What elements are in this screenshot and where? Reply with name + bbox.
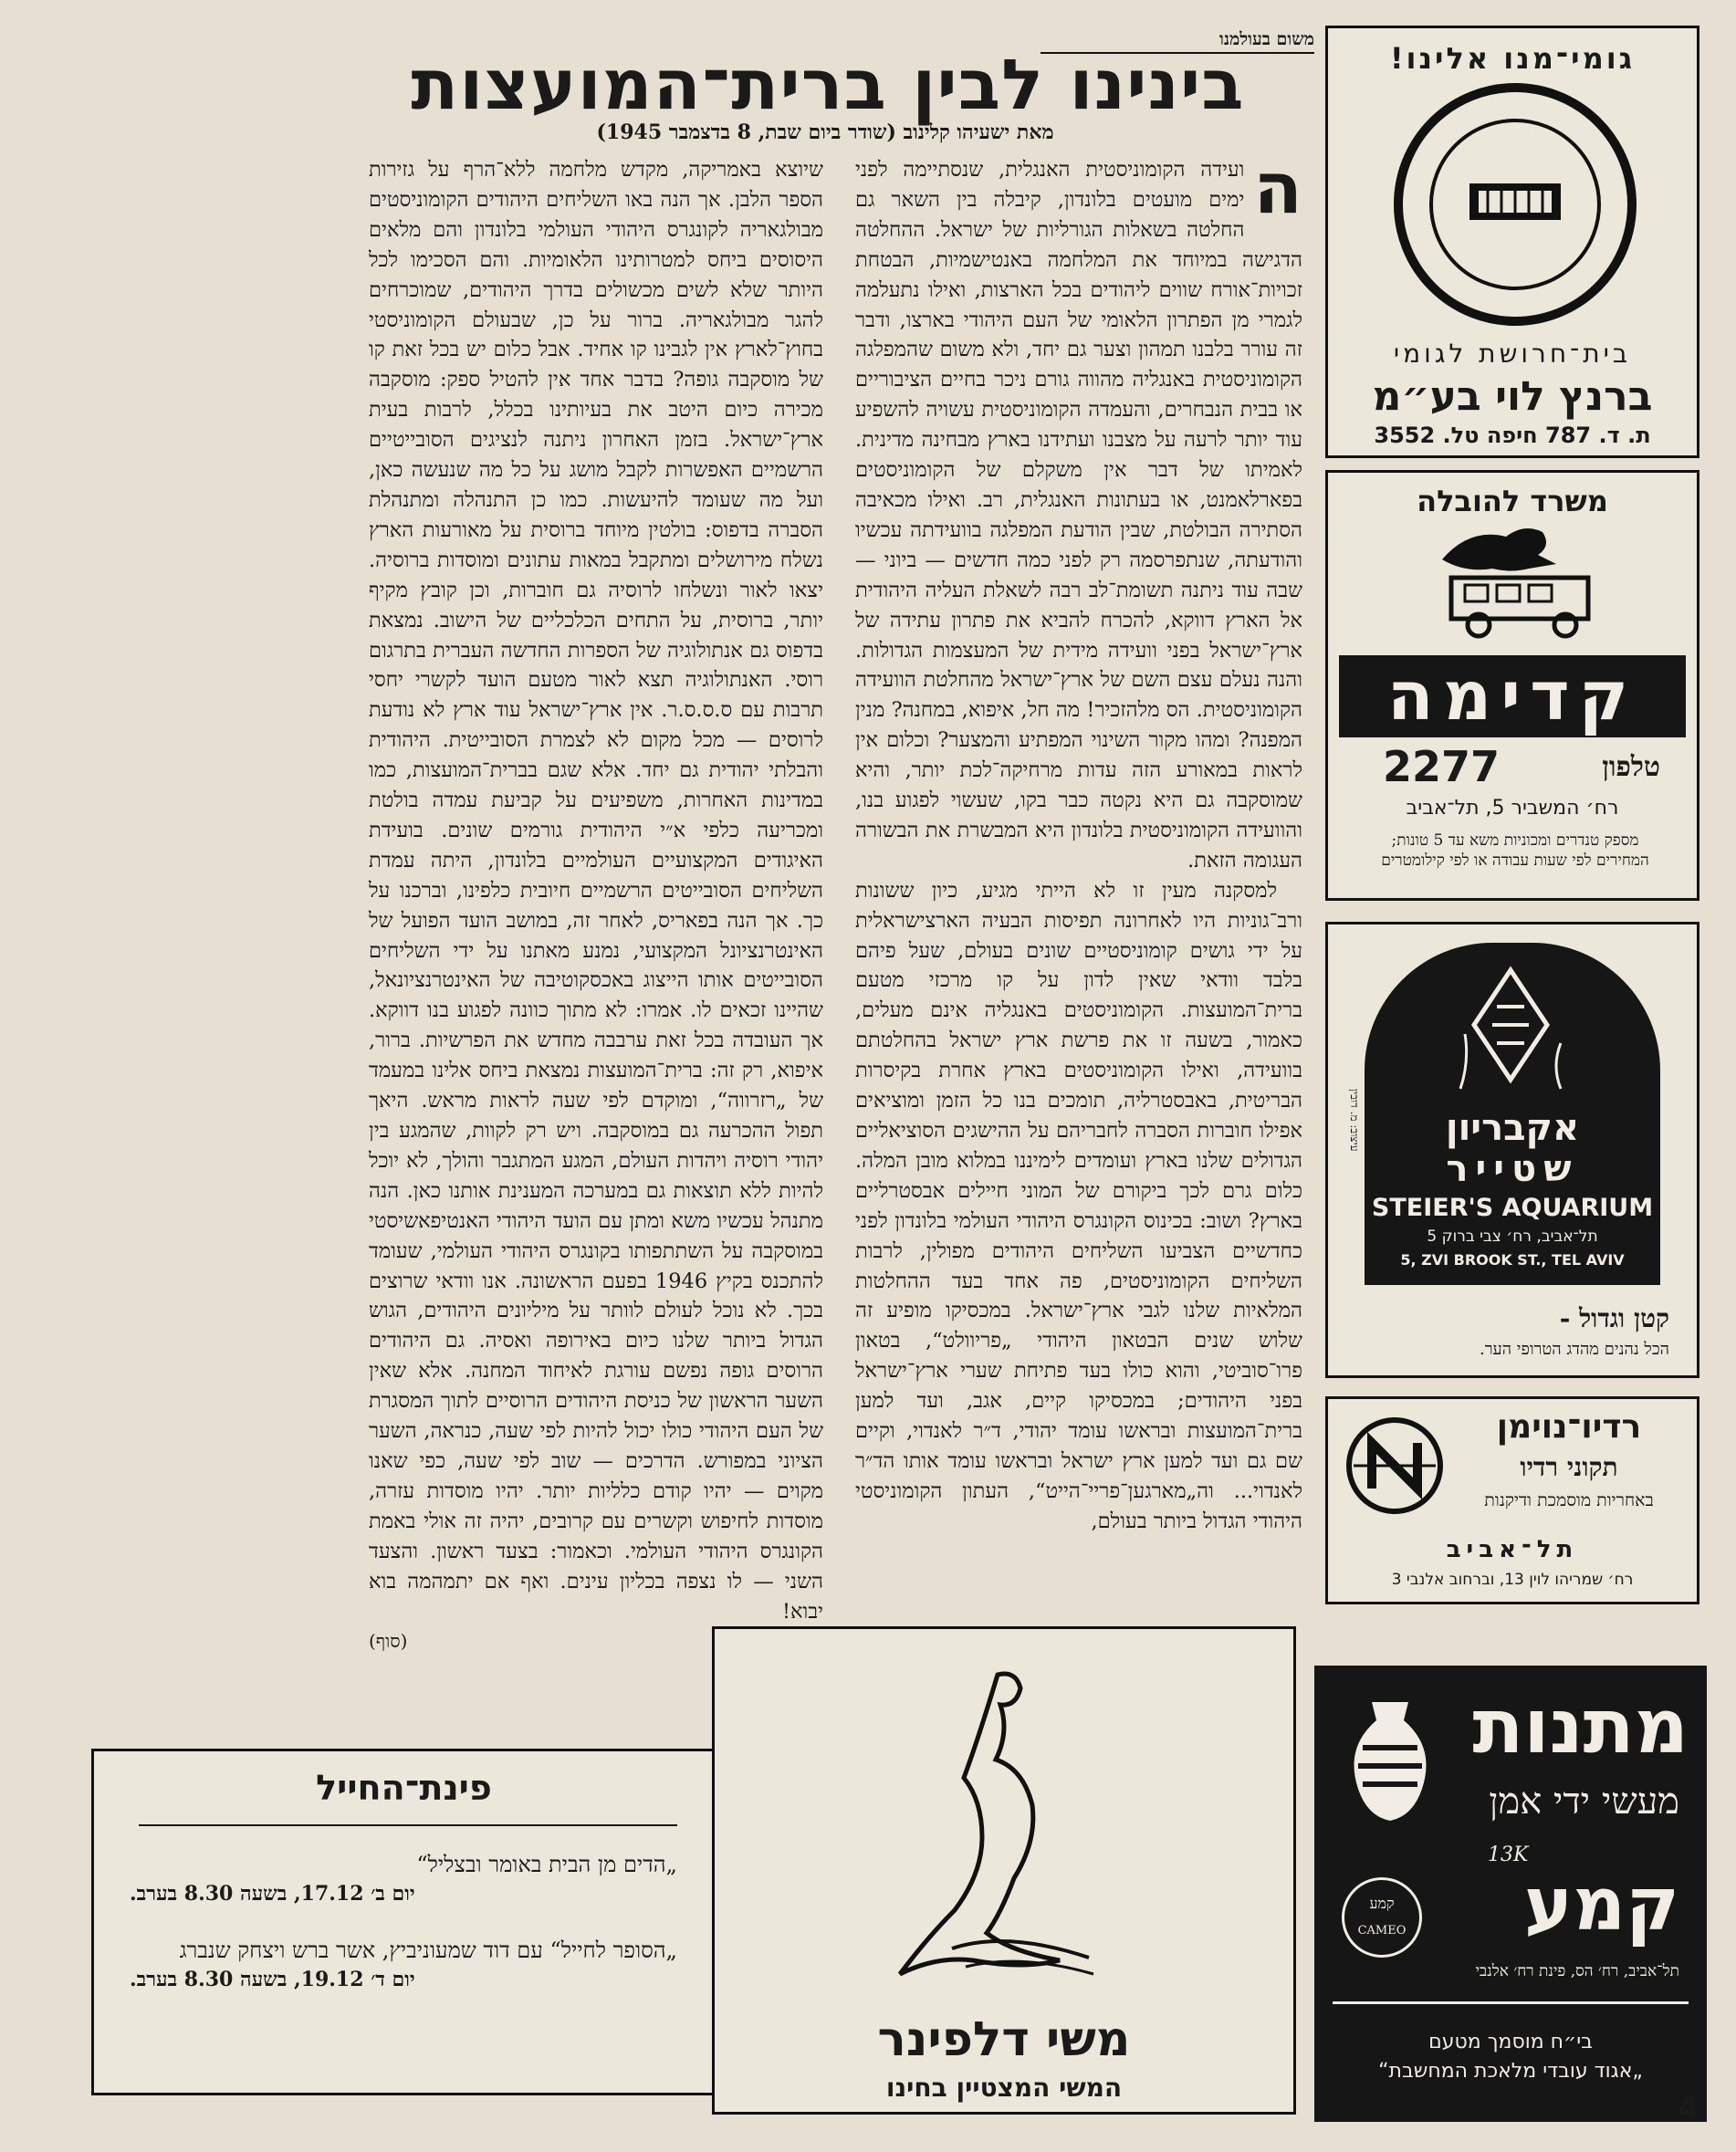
radio-city: תל־אביב — [1446, 1536, 1579, 1563]
radio-address: רח׳ שמריהו לוין 13, וברחוב אלנבי 3 — [1391, 1571, 1634, 1589]
drop-cap: ה — [1253, 148, 1302, 230]
matanot-address: תל־אביב, רח׳ הס, פינת רח׳ אלנבי — [1475, 1962, 1679, 1980]
soldier-corner-box — [91, 1749, 716, 2095]
dolphin-silk-ad — [712, 1626, 1296, 2115]
phone-label: טלפון — [1602, 751, 1660, 783]
matanot-footer-1: בי״ח מוסמך מטעם — [1428, 2031, 1593, 2053]
article-paragraph: ה ועידה הקומוניסטית האנגלית, שנסתיימה לפני ימים מועטים בלונדון, קיבלה בין השאר גם החלטה בשאלות הגורליות של ישראל. ההחלטה הדגישה במיוחד את המלחמה באנטישמיות, הבטחת זכויות־אורח שווים ליהודים בכל הארצות, ואילו נתעלמה לגמרי מן הפתרון הלאומי של העם היהודי בארצו, ודבר זה עורר בלבנו תמהון וצער גם יחד, ולא משום שהמפלגה הקומוניסטית באנגליה מהווה גורם ניכר בחיים הציבוריים או בבית הנבחרים, והעמדה הקומוניסטית עשויה להשפיע עוד יותר לרעה על מצבנו ועתידנו בארץ מבחינה מדינית. לאמיתו של דבר אין משקלם של הקומוניסטים בפארלאמנט, או בעתונות האנגלית, רב. ואילו מכאיבה הסתירה הבולטת, שבין הודעת המפלגה בוועידתה עכשיו והודעתה, שנתפרסמה רק לפני כמה חדשים — ביוני — שבה עוד ניתנה תשומת־לב רבה לשאלת העליה היהודית אל הארץ דווקא, להכרח להביא את פתרון עתידה של ארץ־ישראל בפני וועידה מידית של המעצמות הגדולות. והנה נעלם עצם השם של ארץ־ישראל מהחלטת הוועידה הקומוניסטית. הס מלהזכיר! מה חל, איפוא, במחנה? מנין המפנה? ומהו מקור השינוי המפתיע והמצער? וכלום אין לראות במאורע הזה עדות מרחיקה־לכת יותר, והיא שמוסקבה גם היא נקטה כבר בקו, שעשוי לפגוע בנו, והוועידה הקומוניסטית בלונדון היא המבשרת את הבשורה העגומה הזאת. — [855, 148, 1302, 872]
aquarium-panel — [1365, 943, 1660, 1285]
kadima-address: רח׳ המשביר 5, תל־אביב — [1406, 797, 1619, 820]
program-title: „הדים מן הבית באומר ובצליל“ — [416, 1852, 677, 1877]
kadima-moving-ad — [1325, 470, 1699, 901]
gumi-company: ברנץ לוי בע״מ — [1372, 373, 1653, 420]
kameo-name: קמע — [1523, 1862, 1679, 1947]
aquarium-eng-address: 5, ZVI BROOK ST., TEL AVIV — [1400, 1251, 1625, 1269]
lion-truck-icon — [1415, 523, 1616, 642]
aquarium-tagline: קטן וגדול - — [1559, 1303, 1669, 1333]
divider — [1333, 2001, 1689, 2004]
silk-drape-illustration — [842, 1666, 1171, 2003]
fish-icon — [1442, 961, 1579, 1098]
aquarium-ad — [1325, 922, 1699, 1378]
rubber-factory-ad — [1325, 26, 1699, 458]
program-date: יום ב׳ 17.12, בשעה 8.30 בערב. — [130, 1882, 415, 1906]
designer-credit: עיצוב: מ. דובין — [1348, 1089, 1361, 1152]
dolphin-slogan: המשי המצטיין בחינו — [885, 2073, 1123, 2103]
article-paragraph: שיוצא באמריקה, מקדש מלחמה ללא־הרף על גזירות הספר הלבן. אך הנה באו השליחים היהודים הקומוניסטים מבולגאריה לקונגרס היהודי העולמי בלונדון והם מלאים היסוסים ביחס למטרותינו הלאומיות. והם הסכימו לכל היותר שלא לשים מכשולים בדרך היהודים, שמוכרחים להגר מבולגאריה. ברור על כן, שבעולם הקומוניסטי בחוץ־לארץ אין לגבינו קו אחיד. אבל כלום יש בכל זאת קו של מוסקבה גופה? בדבר אחד אין להטיל ספק: מוסקבה מכירה כיום היטב את בעיותינו בכלל, לרבות בעית ארץ־ישראל. בזמן האחרון ניתנה לנציגים הסובייטיים הרשמיים האפשרות לקבל מושג על כל מה שנעשה כאן, ועל מה שעומד להיעשות. כמו כן התנהלה ומתנהלת הסברה בדפוס: בולטין מיוחד ברוסית על מאורעות הארץ נשלח מירושלים ומתקבל במאות עתונים ומוסדות ברוסיה. יצאו לאור ונשלחו לרוסיה גם חוברות, וכן קובץ מקיף יותר, ברוסית, על התחים הכלכליים של הישוב. נמצאת בדפוס גם אנתולוגיה של הספרות החדשה העברית בתרגום רוסי. האנתולוגיה תצא לאור מטעם הועד לקשרי יחסי תרבות עם ס.ס.ס.ר. אין ארץ־ישראל עוד ארץ לא נודעת לרוסים — מכל מקום לא לצמרת הסובייטית. היהודית והבלתי יהודית גם יחד. אלא שגם בברית־המועצות, כמו במדינות האחרות, משפיעים על קביעת עמדה בולטת ומכריעה כלפי א״י היהודית גורמים שונים. בועידת האיגודים המקצועיים העולמיים בלונדון, היתה עמדת השליחים הסובייטים הרשמיים חיובית כלפינו, וברכנו על כך. אך הנה בפאריס, לאחר זה, במושב הועד הפועל של האינטרנציונל המקצועי, נמנע מאתנו על ידי השליחים הסובייטים אותו הייצוג באכסקוטיבה של האינטרנציונאל, שהיינו זכאים לו. אמרו: לא מתוך כוונה לפגוע בנו דווקא. אך העובדה בכל זאת ערבבה מחדש את הפרשיות. ברור, איפוא, רק זה: ברית־המועצות נמצאת ביחס אלינו במעמד של „רזרווה“, ומוקדם לפי שעה לראות מראש. היאך תפול ההכרעה גם במוסקבה. ויש רק לקוות, שהמגע בין יהודי רוסיה ויהדות העולם, המגע המתגבר והולך, לא יוכל להיות ללא תוצאות גם במערכה המענינת אותנו כאן. הנה מתנהל עכשיו משא ומתן עם הועד היהודי האנטיפאשיסטי במוסקבה על השתתפותו בקונגרס היהודי העולמי, שעומד להתכנס בקיץ 1946 בפעם הראשונה. אנו וודאי שרוצים בכך. לא נוכל לעולם לוותר על מיליונים היהודים, הגוש הגדול ביותר שלנו כיום באירופה ואסיה. גם היהודים הרוסים גופה נפשם עורגת לאיחוד המחנה. אלא שאין השער הראשון של כניסת היהודים הרוסיים לתוך המסגרת של העם היהודי כולו יכול להיות לפי שעה, כנראה, השער הציוני במפורש. הדרכים — שוב לפי שעה, כפי שאנו מקוים — יהיו קודם כלליות יותר. יהיו מוסדות עזרה, מוסדות לחיפוש וקשרים עם קרובים, יהיה זה אולי באמת הקונגרס היהודי העולמי. וכאמור: בצעד ראשון. והצעד השני — לו נצפה בכליון עינים. ואף אם יתמהמה בוא יבוא! — [369, 158, 823, 1624]
aquarium-note: הכל נהנים מהדג הטרופי הער. — [1479, 1340, 1669, 1359]
company-seal-icon — [1392, 81, 1638, 328]
article-column-right — [855, 148, 1302, 1537]
radio-title: רדיו־נוימן — [1496, 1408, 1642, 1446]
program-item — [130, 1850, 677, 1908]
kadima-details: מספק טנדרים ומכוניות משא עד 5 טונות; המחירים לפי שעות עבודה או לפי קילומטרים — [1381, 831, 1649, 870]
kadima-name: קדימה — [1339, 655, 1686, 737]
vase-icon — [1340, 1693, 1440, 1830]
gumi-contact: ת. ד. 787 חיפה טל. 3552 — [1374, 423, 1651, 448]
program-title: „הסופר לחייל“ עם דוד שמעוניביץ, אשר ברש ויצחק שנברג — [179, 1938, 677, 1963]
phone-number: 2277 — [1383, 742, 1501, 791]
kadima-title: משרד להובלה — [1417, 484, 1608, 518]
program-item — [130, 1936, 677, 1994]
cameo-badge: קמע CAMEO — [1342, 1877, 1422, 1958]
kameo-karat: 13K — [1488, 1844, 1529, 1866]
page-number: 4 — [1678, 2090, 1699, 2126]
aquarium-name-2: שטייר — [1446, 1148, 1579, 1190]
divider — [139, 1824, 677, 1826]
radio-sub: תקוני רדיו — [1520, 1452, 1618, 1482]
soldier-corner-title: פינת־החייל — [316, 1768, 492, 1808]
matanot-title: מתנות — [1472, 1684, 1689, 1771]
aquarium-heb-address: תל־אביב, רח׳ צבי ברוק 5 — [1427, 1227, 1598, 1246]
section-tag: משום בעולמנו — [1041, 29, 1314, 54]
article-column-left — [369, 155, 823, 1656]
aquarium-english-name: STEIER'S AQUARIUM — [1371, 1194, 1654, 1222]
aquarium-name-1: אקבריון — [1445, 1107, 1580, 1149]
radio-details: באחריות מוסמכת ודיקנות — [1484, 1490, 1654, 1510]
article-paragraph: למסקנה מעין זו לא הייתי מגיע, כיון ששונות ורב־גוניות היו לאחרונה תפיסות הבעיה הארצישראלית על ידי גושים קומוניסטיים שונים בעולם, שעל פיהם בלבד וודאי שאין לדון על קו מרכזי מטעם ברית־המועצות. הקומוניסטים באנגליה אינם מעלים, כאמור, בשעה זו את פרשת ארץ ישראל בהחלטתם בוועידה, ואילו הקומוניסטים בארץ אחרת בקיסרות הבריטית, באבסטרליה, תומכים בנו כל הזמן ומוציאים אפילו חוברות הסברה לחבריהם על ההישגים הסוציאליים הגדולים שלנו בארץ ועומדים לימיננו במלוא מובן המלה. כלום גרם לכך ביקורם של המוני חיילים אבסטרליים בארץ? ושוב: בכינוס הקונגרס היהודי העולמי בלונדון לפני כחדשיים הצביעו השליחים היהודים מפולין, לרבות השליחים הקומוניסטים, פה אחד בעד ההחלטות המלאיות שלנו לגבי ארץ־ישראל. במכסיקו מופיע זה שלוש שנים הבטאון היהודי „פריוולט“, בטאון פרו־סוביטי, והוא כולו בעד פתיחת שערי ארץ־ישראל בפני היהודים; במכסיקו קיים, אגב, ועד למען ברית־המועצות ובראשו עומד יהודי, ד״ר לאנדוי, וקיים שם גם ועד למען ארץ ישראל ובראשו עומד אותו הד״ר לאנדוי... וה„מארגען־פריי־הייט“, העתון הקומוניסטי היהודי הגדול ביותר בעולם, — [855, 878, 1302, 1533]
end-note: (סוף) — [369, 1630, 408, 1653]
gumi-sub: בית־חרושת לגומי — [1393, 339, 1632, 369]
byline: מאת ישעיהו קלינוב (שודר ביום שבת, 8 בדצמבר 1945) — [596, 120, 1054, 144]
dolphin-brand: משי דלפינר — [877, 2012, 1131, 2067]
matanot-footer-2: „אגוד עובדי מלאכת המחשבת“ — [1378, 2060, 1643, 2083]
headline: בינינו לבין ברית־המועצות — [411, 44, 1245, 125]
gumi-title: גומי־מנו אלינו! — [1389, 41, 1636, 76]
radio-logo-icon — [1344, 1416, 1445, 1516]
gift-shop-ad — [1314, 1666, 1707, 2122]
matanot-sub: מעשי ידי אמן — [1489, 1781, 1679, 1823]
program-date: יום ד׳ 19.12, בשעה 8.30 בערב. — [130, 1968, 415, 1991]
radio-repair-ad — [1325, 1396, 1699, 1604]
